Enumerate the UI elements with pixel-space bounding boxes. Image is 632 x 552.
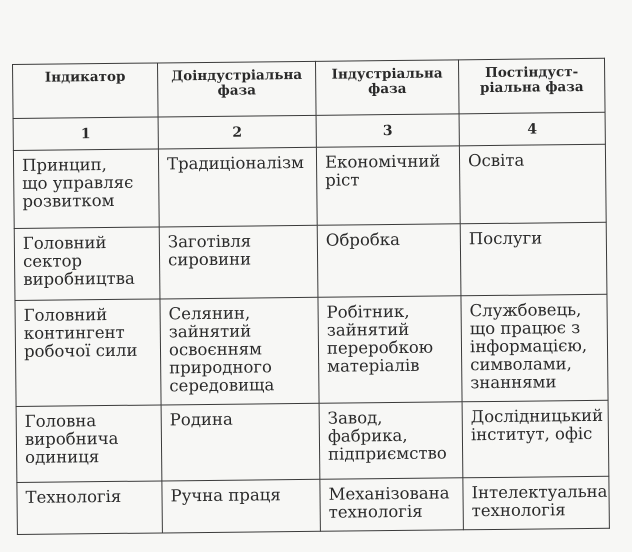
column-number: 1 [13,117,158,151]
row-indicator: Головний сектор виробництва [14,227,160,301]
cell-preindustrial: Традиціоналізм [158,147,317,227]
table-row [15,294,608,406]
table-header-row [13,58,606,118]
column-number: 2 [158,115,316,149]
table-row [16,400,609,482]
cell-preindustrial: Селянин, зайнятий освоєнням природного середовища [160,297,319,405]
cell-industrial: Обробка [317,224,461,297]
table-row [13,144,606,228]
phases-comparison-table [12,58,610,535]
header-postindustrial: Постіндуст- ріальна фаза [458,58,605,114]
header-preindustrial: Доіндустріальна фаза [157,61,316,117]
cell-industrial: Завод, фабрика, підприємство [319,402,463,479]
cell-industrial: Механізована технологія [320,478,464,531]
row-indicator: Головна виробнича одиниця [16,405,162,483]
table-row [14,222,607,300]
row-indicator: Технологія [17,481,163,535]
cell-postindustrial: Службовець, що працює з інформацією, символами, знаннями [461,294,608,402]
table-row [17,476,610,534]
column-number: 3 [316,114,459,147]
cell-industrial: Робітник, зайнятий переробкою матеріалів [318,296,462,403]
header-indicator: Індикатор [13,63,159,119]
row-indicator: Принцип, що управляє розвитком [13,149,159,229]
cell-postindustrial: Послуги [460,222,607,296]
row-indicator: Головний контингент робочої сили [15,299,161,407]
cell-preindustrial: Заготівля сировини [159,225,318,299]
cell-postindustrial: Освіта [459,144,606,224]
cell-industrial: Економічний ріст [316,146,460,225]
cell-preindustrial: Ручна праця [162,479,321,533]
column-number: 4 [459,112,605,146]
header-industrial: Індустріальна фаза [315,60,459,115]
cell-postindustrial: Інтелектуальна технологія [463,476,610,530]
cell-preindustrial: Родина [161,403,320,481]
cell-postindustrial: Дослідницький інститут, офіс [462,400,609,478]
